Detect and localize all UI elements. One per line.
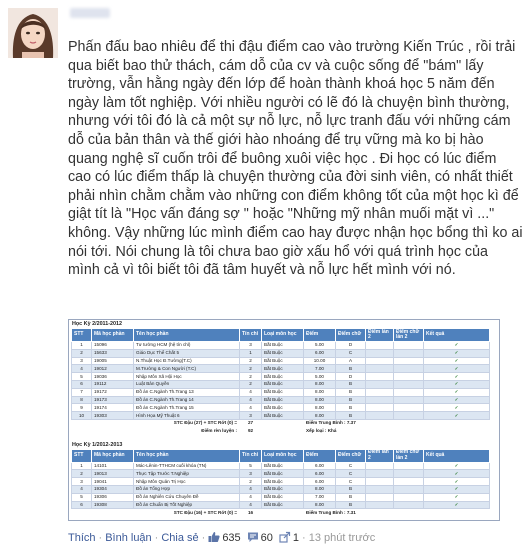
table-cell: 6.00 <box>304 349 336 357</box>
column-header: Kết quả <box>424 329 490 342</box>
column-header: Điểm lần 2 <box>366 449 394 462</box>
summary-label: Điểm Trung Bình : 7.37 <box>304 419 490 427</box>
check-icon: ✓ <box>424 373 490 381</box>
check-icon: ✓ <box>424 380 490 388</box>
table-row <box>72 380 490 388</box>
column-header: Tên học phần <box>134 449 240 462</box>
table-cell: 10 <box>72 412 92 420</box>
table-cell: 15633 <box>92 349 134 357</box>
summary-value: 27 <box>240 419 262 427</box>
table-cell: 8.00 <box>304 485 336 493</box>
check-icon: ✓ <box>424 357 490 365</box>
table-cell <box>394 380 424 388</box>
table-cell <box>366 349 394 357</box>
table-cell: 19173 <box>92 396 134 404</box>
table-cell: Bắt Buộc <box>262 493 304 501</box>
table-cell: 1 <box>72 342 92 350</box>
table-cell: 19112 <box>92 380 134 388</box>
table-cell: 19303 <box>92 412 134 420</box>
column-header: Điểm chữ <box>336 449 366 462</box>
table-cell: 19172 <box>92 388 134 396</box>
table-cell: 19308 <box>92 501 134 509</box>
check-icon: ✓ <box>424 412 490 420</box>
column-header: Điểm chữ <box>336 329 366 342</box>
table-cell <box>394 342 424 350</box>
table-cell: 10.00 <box>304 357 336 365</box>
summary-row <box>72 427 490 435</box>
summary-row <box>72 419 490 427</box>
table-cell: N.Thuật Học Đ.Tường(T.C) <box>134 357 240 365</box>
summary-value: 16 <box>240 509 262 517</box>
table-cell <box>366 388 394 396</box>
check-icon: ✓ <box>424 462 490 470</box>
table-cell: 3 <box>240 470 262 478</box>
check-icon: ✓ <box>424 342 490 350</box>
table-row <box>72 396 490 404</box>
table-cell: B <box>336 380 366 388</box>
check-icon: ✓ <box>424 349 490 357</box>
table-cell: 14101 <box>92 462 134 470</box>
thumbs-up-icon[interactable] <box>208 531 220 546</box>
table-cell: 2 <box>72 470 92 478</box>
post-actions <box>68 530 518 546</box>
comment-count[interactable]: 60 <box>260 532 273 544</box>
table-cell: B <box>336 404 366 412</box>
table-cell: 2 <box>240 365 262 373</box>
table-row <box>72 485 490 493</box>
table-cell <box>366 462 394 470</box>
grade-table-image[interactable] <box>68 319 500 521</box>
table-cell: 5 <box>240 462 262 470</box>
table-cell: D <box>336 342 366 350</box>
table-cell <box>366 501 394 509</box>
table-cell: C <box>336 462 366 470</box>
table-cell: Tư tưởng HCM (hệ tín chỉ) <box>134 342 240 350</box>
table-cell: 6 <box>72 380 92 388</box>
table-cell: Thực Tập Trước T.Nghiệp <box>134 470 240 478</box>
column-header: Điểm lần 2 <box>366 329 394 342</box>
table-cell: Nhập Môn Xã Hội Học <box>134 373 240 381</box>
table-cell: Đồ án C.Ngành Th.Trang 13 <box>134 388 240 396</box>
table-cell: Đồ án C.Ngành Th.Trang 14 <box>134 396 240 404</box>
table-cell: Bắt Buộc <box>262 404 304 412</box>
table-cell <box>394 373 424 381</box>
table-cell: Bắt Buộc <box>262 349 304 357</box>
table-row <box>72 388 490 396</box>
table-cell: Bắt Buộc <box>262 478 304 486</box>
table-row <box>72 470 490 478</box>
table-cell: 19012 <box>92 365 134 373</box>
column-header: Điểm chữ lần 2 <box>394 329 424 342</box>
table-cell: 19306 <box>92 493 134 501</box>
table-cell: 2 <box>240 380 262 388</box>
table-cell <box>394 470 424 478</box>
table-cell: Bắt Buộc <box>262 380 304 388</box>
table-cell: 4 <box>72 365 92 373</box>
summary-row <box>72 509 490 517</box>
table-cell: 4 <box>240 404 262 412</box>
table-cell: 1 <box>240 349 262 357</box>
share-count[interactable]: 1 <box>292 532 300 544</box>
table-row <box>72 412 490 420</box>
grade-table <box>71 328 490 436</box>
table-cell: 4 <box>240 485 262 493</box>
table-cell: B <box>336 412 366 420</box>
table-cell: 3 <box>240 412 262 420</box>
table-cell: 4 <box>240 396 262 404</box>
table-row <box>72 342 490 350</box>
table-cell <box>394 485 424 493</box>
table-row <box>72 349 490 357</box>
table-cell: 19174 <box>92 404 134 412</box>
column-header: Điểm chữ lần 2 <box>394 449 424 462</box>
share-icon[interactable] <box>279 531 291 546</box>
table-cell: 7.00 <box>304 365 336 373</box>
table-cell: B <box>336 501 366 509</box>
table-cell <box>394 404 424 412</box>
table-cell <box>394 349 424 357</box>
table-cell <box>366 493 394 501</box>
table-cell: 8.00 <box>304 404 336 412</box>
like-count[interactable]: 635 <box>222 532 241 544</box>
semester-title: Học Kỳ 1/2012-2013 <box>72 441 123 448</box>
table-cell <box>366 357 394 365</box>
check-icon: ✓ <box>424 396 490 404</box>
table-cell: 3 <box>72 478 92 486</box>
semester-title: Học Kỳ 2/2011-2012 <box>72 321 123 327</box>
table-row <box>72 493 490 501</box>
table-cell: 6 <box>72 501 92 509</box>
table-cell: 9 <box>72 404 92 412</box>
column-header: STT <box>72 329 92 342</box>
table-cell: Đồ án C.Ngành Th.Trang 15 <box>134 404 240 412</box>
table-cell: Bắt Buộc <box>262 388 304 396</box>
table-cell: Bắt Buộc <box>262 485 304 493</box>
table-row <box>72 478 490 486</box>
table-cell: 4 <box>240 388 262 396</box>
table-cell: Giáo Dục Thể Chất 5 <box>134 349 240 357</box>
table-cell: B <box>336 388 366 396</box>
column-header: Điểm <box>304 449 336 462</box>
table-cell: Đồ án Tổng Hợp <box>134 485 240 493</box>
table-cell: 8.00 <box>304 412 336 420</box>
table-cell: Mác-Lênin-TTHCM cuối khóa (TN) <box>134 462 240 470</box>
table-cell: Bắt Buộc <box>262 501 304 509</box>
like-link[interactable]: Thích <box>68 532 96 544</box>
table-cell: 3 <box>72 357 92 365</box>
check-icon: ✓ <box>424 485 490 493</box>
check-icon: ✓ <box>424 365 490 373</box>
table-cell: Bắt Buộc <box>262 396 304 404</box>
table-cell <box>366 365 394 373</box>
table-cell: B <box>336 365 366 373</box>
table-cell: 8 <box>72 396 92 404</box>
column-header: Loại môn học <box>262 329 304 342</box>
table-cell: 2 <box>72 349 92 357</box>
check-icon: ✓ <box>424 493 490 501</box>
table-cell <box>394 501 424 509</box>
table-cell <box>394 412 424 420</box>
table-cell: 6.00 <box>304 462 336 470</box>
table-cell: 2 <box>240 478 262 486</box>
table-cell: 19036 <box>92 373 134 381</box>
check-icon: ✓ <box>424 388 490 396</box>
table-cell: 5.00 <box>304 373 336 381</box>
table-cell: Bắt Buộc <box>262 462 304 470</box>
table-cell: C <box>336 478 366 486</box>
table-cell: 8.00 <box>304 388 336 396</box>
grade-table <box>71 449 490 518</box>
table-cell: 8.00 <box>304 501 336 509</box>
table-cell <box>394 462 424 470</box>
table-cell: 8.00 <box>304 396 336 404</box>
timestamp[interactable]: 13 phút trước <box>308 532 376 544</box>
table-cell <box>394 365 424 373</box>
comment-icon[interactable] <box>247 531 259 546</box>
column-header: Kết quả <box>424 449 490 462</box>
summary-label: STC Đậu (16) + STC Rớt (0) = <box>134 509 240 517</box>
post-text: Phấn đấu bao nhiêu để thi đậu điểm cao vào trường Kiến Trúc , rồi trải qua biết bao thử thách, cám dỗ của cv và cuộc sống để "bám" lấy trường, vẫn hằng ngày đến lớp để hoàn thành khoá học 5 năm đến ngày làm tốt nghiệp. Với nhiều người có lẽ đó là chuyện bình thường, nhưng với tôi đó là cả một sự nỗ lực, nỗ lực tranh đấu với những cám dỗ của bản thân và thế giới hào nhoáng để trụ vững mà ko bị hào quang nghệ sĩ cuốn trôi để buông xuôi việc học . Đi học có lúc điểm cao có lúc điểm thấp là chuyện thường của đời sinh viên, có nhất thiết phải nhìn chằm chằm vào những con điểm không tốt của một học kì để giật tít là "Học vấn đáng sợ " hoặc "Những mỹ nhân muối mặt vì ..." không. Vậy những lúc mình điểm cao hay được nhận học bổng thì ko ai nói tới. Nói chung là tôi chưa bao giờ xấu hổ với quá trình học của mình cả vì tôi biết tôi đã tâm huyết và nỗ lực hết mình với nó. <box>68 39 523 279</box>
table-cell: 6.00 <box>304 478 336 486</box>
check-icon: ✓ <box>424 404 490 412</box>
table-cell: 4 <box>72 485 92 493</box>
table-cell: A <box>336 357 366 365</box>
table-row <box>72 404 490 412</box>
table-cell: 2 <box>240 357 262 365</box>
table-cell: Luật Bản Quyền <box>134 380 240 388</box>
table-cell <box>366 412 394 420</box>
table-cell: B <box>336 396 366 404</box>
separator: · <box>201 532 206 544</box>
table-row <box>72 357 490 365</box>
table-cell <box>394 388 424 396</box>
table-cell: Nhập Môn Quản Trị Học <box>134 478 240 486</box>
table-cell <box>394 478 424 486</box>
table-cell: Bắt Buộc <box>262 412 304 420</box>
column-header: Mã học phần <box>92 449 134 462</box>
table-cell <box>394 357 424 365</box>
table-cell: Đồ án Chuẩn Bị Tốt Nghiệp <box>134 501 240 509</box>
column-header: Điểm <box>304 329 336 342</box>
separator: · <box>302 532 306 544</box>
table-cell: 19041 <box>92 478 134 486</box>
summary-label: Xếp loại : Khá <box>304 427 490 435</box>
table-cell <box>394 396 424 404</box>
table-cell: Đồ án Nghiên Cứu Chuyên Đề <box>134 493 240 501</box>
column-header: Tín chỉ <box>240 329 262 342</box>
table-cell: 4 <box>240 493 262 501</box>
table-cell <box>366 373 394 381</box>
table-cell: Bắt Buộc <box>262 365 304 373</box>
table-cell <box>366 404 394 412</box>
table-cell: 2 <box>240 373 262 381</box>
table-cell: 5.00 <box>304 342 336 350</box>
column-header: Tín chỉ <box>240 449 262 462</box>
column-header: STT <box>72 449 92 462</box>
summary-label: STC Đậu (27) + STC Rớt (0) = <box>134 419 240 427</box>
table-cell <box>366 470 394 478</box>
avatar[interactable] <box>8 8 58 58</box>
table-cell: 6.00 <box>304 470 336 478</box>
table-cell <box>366 485 394 493</box>
table-cell: M.Trường & Con Người (T.C) <box>134 365 240 373</box>
column-header: Mã học phần <box>92 329 134 342</box>
table-row <box>72 373 490 381</box>
table-cell: 5 <box>72 493 92 501</box>
table-cell: C <box>336 470 366 478</box>
check-icon: ✓ <box>424 478 490 486</box>
summary-label: Điểm rèn luyện : <box>134 427 240 435</box>
separator: · <box>154 532 159 544</box>
table-cell: Bắt Buộc <box>262 342 304 350</box>
table-cell: 1 <box>72 462 92 470</box>
table-cell <box>366 380 394 388</box>
table-cell: C <box>336 349 366 357</box>
table-cell: 19005 <box>92 357 134 365</box>
table-cell: 3 <box>240 342 262 350</box>
table-cell <box>366 396 394 404</box>
table-cell: 19304 <box>92 485 134 493</box>
table-cell: 15096 <box>92 342 134 350</box>
separator: · <box>98 532 103 544</box>
table-row <box>72 365 490 373</box>
table-cell: B <box>336 485 366 493</box>
table-cell: Hình Họa Mỹ Thuật 6 <box>134 412 240 420</box>
table-cell: 7 <box>72 388 92 396</box>
table-row <box>72 501 490 509</box>
table-cell <box>394 493 424 501</box>
table-cell: 5 <box>72 373 92 381</box>
share-link[interactable]: Chia sẻ <box>161 532 199 544</box>
table-cell <box>366 478 394 486</box>
table-cell: 4 <box>240 501 262 509</box>
summary-label: Điểm Trung Bình : 7.31 <box>304 509 490 517</box>
table-cell: D <box>336 373 366 381</box>
table-cell: Bắt Buộc <box>262 470 304 478</box>
summary-value: 92 <box>240 427 262 435</box>
table-cell: 7.00 <box>304 493 336 501</box>
table-cell <box>366 342 394 350</box>
comment-link[interactable]: Bình luận <box>105 532 152 544</box>
check-icon: ✓ <box>424 501 490 509</box>
column-header: Loại môn học <box>262 449 304 462</box>
table-cell: Bắt Buộc <box>262 357 304 365</box>
author-name[interactable] <box>70 8 110 18</box>
table-cell: 8.00 <box>304 380 336 388</box>
column-header: Tên học phần <box>134 329 240 342</box>
check-icon: ✓ <box>424 470 490 478</box>
table-cell: 19013 <box>92 470 134 478</box>
table-cell: Bắt Buộc <box>262 373 304 381</box>
table-row <box>72 462 490 470</box>
table-cell: B <box>336 493 366 501</box>
